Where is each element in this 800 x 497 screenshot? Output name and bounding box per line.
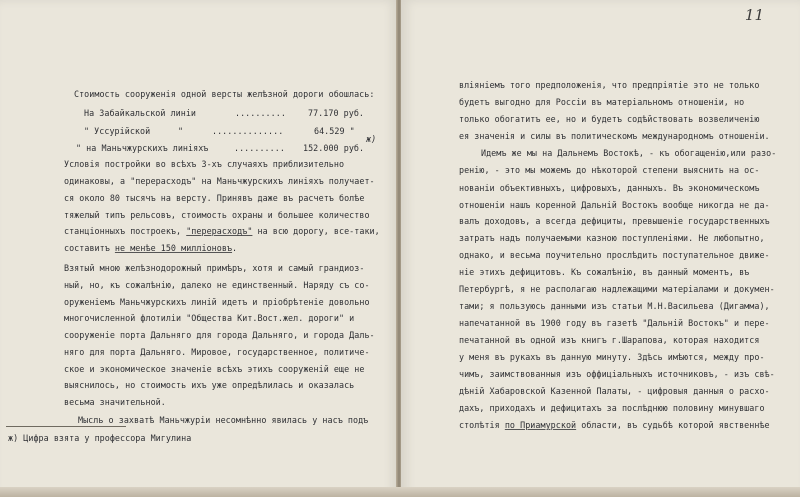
body-line: валъ доходовъ, а всегда дефициты, превышенiе государственныхъ xyxy=(459,216,770,226)
body-line: дѣнiй Хабаровской Казенной Палаты, - цифровыя данныя о расхо- xyxy=(459,386,770,396)
cost-row-manchuria-label: " на Маньчжурскихъ линiяхъ xyxy=(76,143,209,153)
footnote-mark: ж) xyxy=(366,134,377,144)
cost-heading: Стоимость сооруженiя одной версты желѣзной дороги обошлась: xyxy=(74,89,375,99)
para1-line: Условiя постройки во всѣхъ 3-хъ случаяхъ приблизительно xyxy=(64,159,345,169)
para2-line: многочисленной флотилiи "Общества Кит.Вост.жел. дороги" и xyxy=(64,313,355,323)
body-line: печатанной въ одной изъ книгъ г.Шарапова, которая находится xyxy=(459,335,760,345)
para2-line: няго для порта Дальняго. Мировое, государственное, политиче- xyxy=(64,347,370,357)
page-number: 11 xyxy=(744,6,764,24)
body-line: чимъ, заимствованныя изъ оффицiальныхъ источниковъ, - изъ свѣ- xyxy=(459,369,775,379)
body-line: нiе этихъ дефицитовъ. Къ сожалѣнiю, въ данный моментъ, въ xyxy=(459,267,750,277)
cost-row-zabaikal-value: 77.170 руб. xyxy=(308,108,365,118)
para2-line: ный, но, къ сожалѣнiю, далеко не единственный. Наряду съ со- xyxy=(64,280,370,290)
body-line: влiянiемъ того предположенiя, что предпрiятiе это не только xyxy=(459,80,760,90)
para2-line: оруженiемъ Маньчжурскихъ линiй идетъ и прiобрѣтенiе довольно xyxy=(64,297,370,307)
body-line: столѣтiя по Приамурской области, въ судьбѣ которой явственнѣе xyxy=(459,420,770,430)
footnote-rule xyxy=(6,426,126,427)
body-line: только обогатитъ ее, но и будетъ содѣйствовать возвеличенiю xyxy=(459,114,760,124)
para1-line: тяжелый типъ рельсовъ, стоимость охраны и большее количество xyxy=(64,210,370,220)
body-line: будетъ выгодно для Россiи въ матерiальномъ отношенiи, но xyxy=(459,97,745,107)
para2-line: выяснилось, но стоимость ихъ уже опредѣлилась и оказалась xyxy=(64,380,355,390)
para1-line: ся около 80 тысячъ на версту. Принявъ даже въ расчетъ болѣе xyxy=(64,193,365,203)
body-line: ренiю, - это мы можемъ до нѣкоторой степени выяснить на ос- xyxy=(459,165,760,175)
footnote: ж) Цифра взята у профессора Мигулина xyxy=(8,433,192,443)
cost-row-manchuria-value: 152.000 руб. xyxy=(303,143,365,153)
body-line: отношенiи нашъ коренной Дальнiй Востокъ вообще никогда не да- xyxy=(459,200,770,210)
body-line: затратъ надъ получаемыми казною поступленiями. Не любопытно, xyxy=(459,233,765,243)
left-page xyxy=(0,0,398,497)
para2-line: ское и экономическое значенiе всѣхъ этихъ сооруженiй еще не xyxy=(64,364,365,374)
scan-bottom-edge xyxy=(0,487,800,497)
body-line: ея значенiя и силы въ политическомъ международномъ отношенiи. xyxy=(459,131,770,141)
cost-row-ussuri-label: " Уссурiйской xyxy=(84,126,151,136)
body-line: Идемъ же мы на Дальнемъ Востокѣ, - къ обогащенiю,или разо- xyxy=(481,148,777,158)
para1-line: станцiонныхъ построекъ, "перерасходъ" на всю дорогу, все-таки, xyxy=(64,226,380,236)
cost-row-zabaikal-label: На Забайкальской линiи xyxy=(84,108,197,118)
body-line: у меня въ рукахъ въ данную минуту. Здѣсь имѣются, между про- xyxy=(459,352,765,362)
cost-row-ussuri-value: 64.529 " xyxy=(314,126,355,136)
para3-line: Мысль о захватѣ Маньчжурiи несомнѣнно явилась у насъ подъ xyxy=(78,415,369,425)
body-line: Петербургѣ, я не располагаю надлежащими матерiалами и докумен- xyxy=(459,284,775,294)
body-line: нованiи объективныхъ, цифровыхъ, данныхъ. Въ экономическомъ xyxy=(459,183,760,193)
para1-line: одинаковы, а "перерасходъ" на Маньчжурскихъ линiяхъ получает- xyxy=(64,176,375,186)
body-line: однако, и весьма поучительно прослѣдить поступательное движе- xyxy=(459,250,770,260)
cost-row-zabaikal-dots: .......... xyxy=(235,108,286,118)
para2-line: сооруженiе порта Дальняго для города Дальняго, и города Даль- xyxy=(64,330,375,340)
right-page xyxy=(401,0,800,497)
body-line: напечатанной въ 1900 году въ газетѣ "Дальнiй Востокъ" и пере- xyxy=(459,318,770,328)
ditto-mark: " xyxy=(178,126,184,136)
cost-row-ussuri-dots: .............. xyxy=(212,126,284,136)
para1-line: составитъ не менѣе 150 миллiоновъ. xyxy=(64,243,238,253)
cost-row-manchuria-dots: .......... xyxy=(234,143,285,153)
body-line: дахъ, приходахъ и дефицитахъ за послѣднюю половину минувшаго xyxy=(459,403,765,413)
para2-line: Взятый мною желѣзнодорожный примѣръ, хотя и самый грандиоз- xyxy=(64,263,365,273)
para2-line: весьма значительной. xyxy=(64,397,166,407)
body-line: тами; я пользуюсь данными изъ статьи М.Н.Васильева (Дигамма), xyxy=(459,301,770,311)
